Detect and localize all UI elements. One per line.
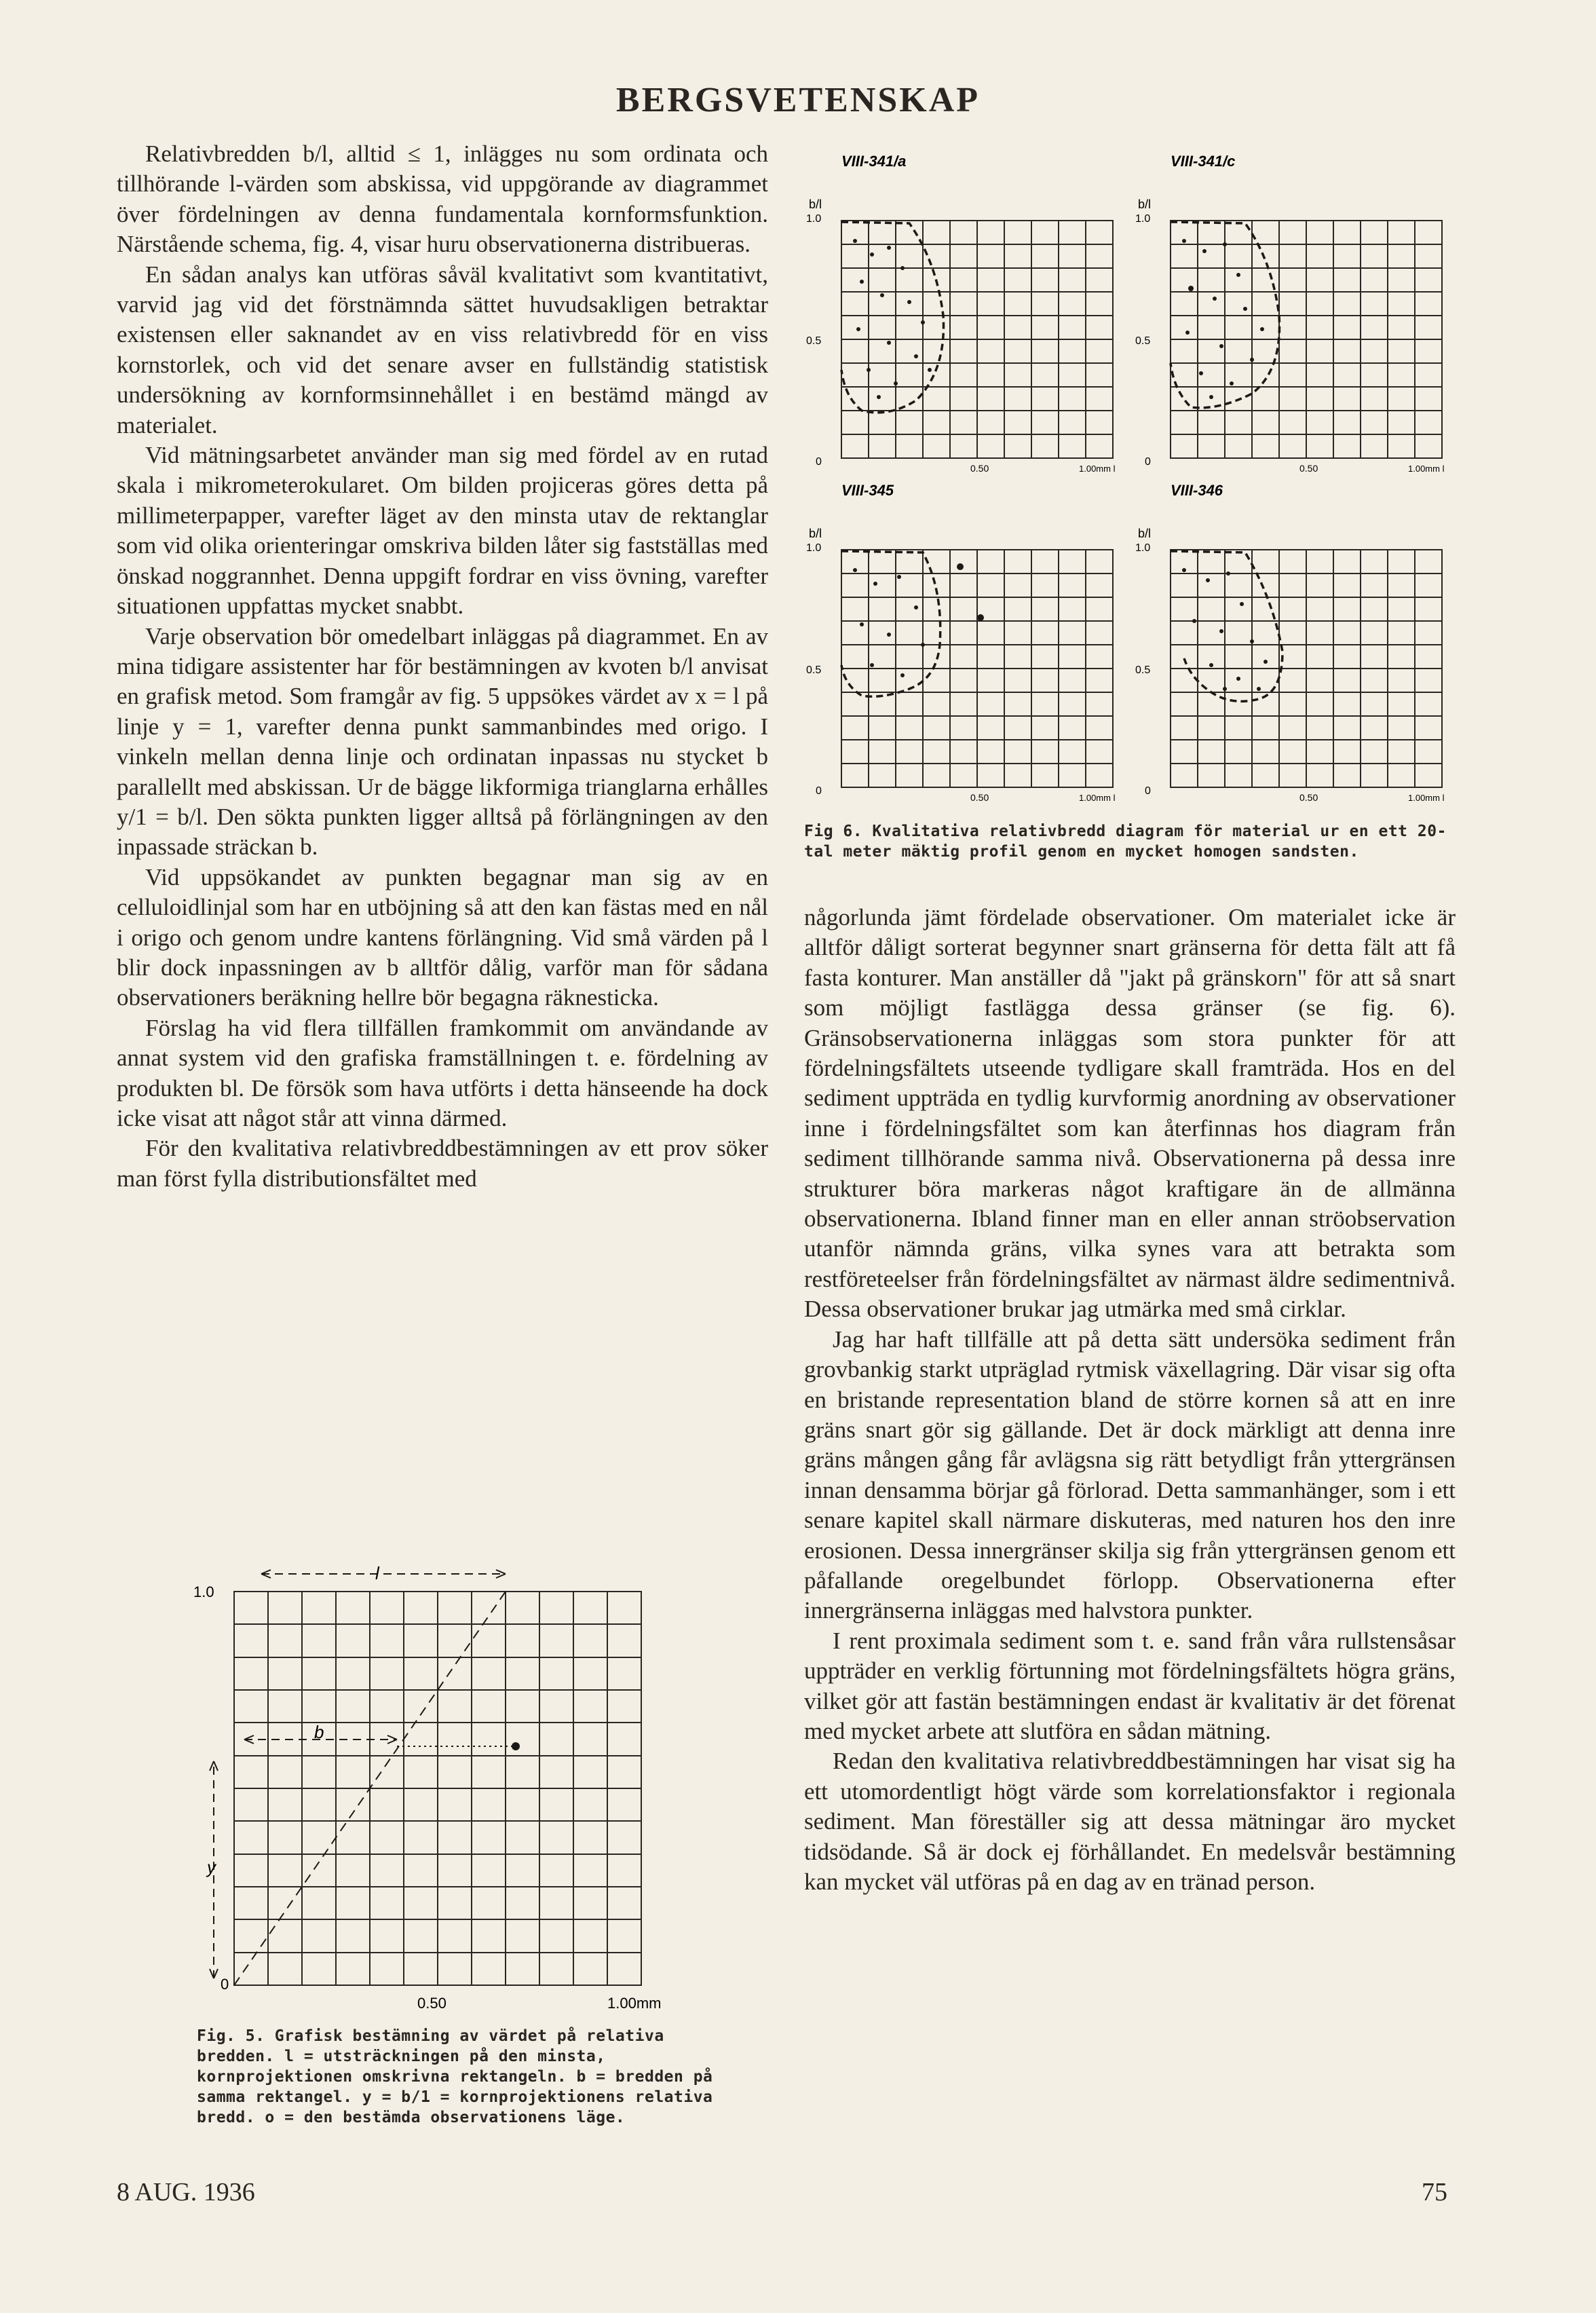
fig5-y-tick-top: 1.0 xyxy=(193,1583,214,1600)
fig5-origin-label: 0 xyxy=(221,1976,229,1993)
fig6-y-tick-top: 1.0 xyxy=(806,542,822,554)
fig6-origin-label: 0 xyxy=(816,785,822,797)
right-column xyxy=(804,903,1456,1897)
paragraph: En sådan analys kan utföras såväl kvalitativt som kvantitativt, varvid jag vid det förstnämnda sättet huvudsakligen betraktar existensen eller saknandet av en viss relativbredd för en viss kornstorlek, och vid det senare avser en fullständig statistisk undersökning av kornformsinnehållet i en bestämd mängd av materialet. xyxy=(117,261,768,438)
fig6-y-axis-label: b/l xyxy=(809,527,822,540)
fig6-y-tick-mid: 0.5 xyxy=(1135,664,1151,676)
fig6-y-tick-mid: 0.5 xyxy=(806,335,822,347)
fig6-x-tick-mid: 0.50 xyxy=(970,792,989,803)
fig6-panel-label: VIII-341/a xyxy=(841,153,907,170)
footer-date: 8 AUG. 1936 xyxy=(117,2178,255,2206)
fig6-y-axis-label: b/l xyxy=(809,198,822,211)
fig6-panel-label: VIII-345 xyxy=(841,482,894,499)
paragraph: För den kvalitativa relativbreddbestämningen av ett prov söker man först fylla distributionsfältet med xyxy=(117,1135,768,1192)
fig5-l-label: l xyxy=(375,1563,379,1583)
paragraph: Redan den kvalitativa relativbreddbestämningen har visat sig ha ett utomordentligt högt värde som korrelationsfaktor i regionala sediment. Man föreställer sig att dessa mätningar äro mycket tidsödande. Så är dock ej förhållandet. En medelsvår bestämning kan mycket väl utföras på en dag av en tränad person. xyxy=(804,1748,1456,1895)
paragraph: Vid mätningsarbetet använder man sig med fördel av en rutad skala i mikrometerokularet. Om bilden projiceras göres detta på millimeterpapper, varefter läget av den minsta utav de rektanglar som vid olika orienteringar omskriva bilden låter sig fastställas med önskad noggrannhet. Denna uppgift fordrar en viss övning, varefter situationen uppfattas mycket snabbt. xyxy=(117,442,768,620)
fig6-origin-label: 0 xyxy=(1145,456,1151,468)
fig6-x-tick-mid: 0.50 xyxy=(1299,463,1318,474)
fig6-x-tick-mid: 0.50 xyxy=(1299,792,1318,803)
paragraph: någorlunda jämt fördelade observationer. Om materialet icke är alltför dåligt sorterat begynner snart gränserna för detta fält att få fasta konturer. Man anställer då "jakt på gränskorn" för att så snart som möjligt fastlägga dessa gränser (se fig. 6). Gränsobservationerna inläggas som stora punkter för att fördelningsfältets utseende tydligare skall framträda. Hos en del sediment uppträda en tydlig kurvformig anordning av observationer inne i fördelningsfältet som kan återfinnas hos diagram från sediment tillhörande samma nivå. Observationerna på dessa inre strukturer böra markeras något kraftigare än de allmänna observationerna. Ibland finner man en eller annan ströobservation utanför nämnda gräns, vilka synes vara att betrakta som restföreteelser från fördelningsfältet av närmast äldre sedimentnivå. Dessa observationer brukar jag utmärka med små cirklar. xyxy=(804,904,1456,1323)
left-column xyxy=(117,139,768,1194)
fig6-panel-label: VIII-346 xyxy=(1171,482,1223,499)
fig6-y-tick-mid: 0.5 xyxy=(806,664,822,676)
fig6-y-tick-top: 1.0 xyxy=(806,213,822,225)
fig6-y-axis-label: b/l xyxy=(1138,198,1152,211)
fig5-x-tick-mid: 0.50 xyxy=(417,1995,446,2012)
paragraph: Relativbredden b/l, alltid ≤ 1, inlägges nu som ordinata och tillhörande l-värden som abskissa, vid uppgörande av diagrammet över fördelningen av denna fundamentala kornformsfunktion. Närstående schema, fig. 4, visar huru observationerna distribueras. xyxy=(117,140,768,258)
fig5-observation-point xyxy=(512,1742,520,1750)
fig6-y-tick-mid: 0.5 xyxy=(1135,335,1151,347)
paragraph: Förslag ha vid flera tillfällen framkommit om användande av annat system vid den grafiska framställningen t. e. fördelning av produkten bl. De försök som hava utförts i detta hänseende ha dock icke visat att något står att vinna därmed. xyxy=(117,1014,768,1131)
page-header: BERGSVETENSKAP xyxy=(615,81,981,119)
fig6-x-tick-end: 1.00mm l xyxy=(1079,464,1116,474)
fig6-caption: Fig 6. Kvalitativa relativbredd diagram för material ur en ett 20-tal meter mäktig profil genom en mycket homogen sandsten. xyxy=(804,823,1447,861)
fig5-diagram xyxy=(193,1558,709,2019)
fig6-diagrams xyxy=(801,139,1472,818)
fig5-y-label: y xyxy=(207,1857,216,1877)
page-number: 75 xyxy=(1422,2178,1447,2206)
fig6-y-tick-top: 1.0 xyxy=(1135,542,1151,554)
paragraph: Varje observation bör omedelbart inläggas på diagrammet. En av mina tidigare assistenter har för bestämningen av kvoten b/l anvisat en grafisk metod. Som framgår av fig. 5 uppsökes värdet av x = l på linje y = 1, varefter denna punkt sammanbindes med origo. I vinkeln mellan denna linje och ordinatan inpassas nu stycket b parallellt med abskissan. Ur de bägge likformiga trianglarna erhålles y/1 = b/l. Den sökta punkten ligger alltså på förlängningen av den inpassade sträckan b. xyxy=(117,622,768,861)
fig6-x-tick-end: 1.00mm l xyxy=(1408,464,1445,474)
fig6-x-tick-mid: 0.50 xyxy=(970,463,989,474)
fig6-y-tick-top: 1.0 xyxy=(1135,213,1151,225)
fig6-panel-label: VIII-341/c xyxy=(1171,153,1236,170)
fig6-origin-label: 0 xyxy=(1145,785,1151,797)
paragraph: I rent proximala sediment som t. e. sand från våra rullstensåsar uppträder en verklig förtunning mot fördelningsfältets högra gräns, vilket gör att fastän bestämningen endast är kvalitativ är det förenat med mycket arbete att slutföra en sådan mätning. xyxy=(804,1627,1456,1744)
paragraph: Vid uppsökandet av punkten begagnar man sig av en celluloidlinjal som har en utböjning så att den kan fästas med en nål i origo och genom undre kantens förlängning. Vid små värden på l blir dock inpassningen av b alltför dålig, varför man för sådana observationers beräkning hellre bör begagna räknesticka. xyxy=(117,863,768,1011)
paragraph: Jag har haft tillfälle att på detta sätt undersöka sediment från grovbankig starkt utpräglad rytmisk växellagring. Där visar sig ofta en bristande representation bland de större kornen så att en inre gräns snart gör sig gällande. Det är dock märkligt att denna inre gräns mången gång får avlägsna sig rätt betydligt från yttergränsen innan densamma börjar gå förlorad. Detta sammanhänger, som i ett senare kapitel skall närmare diskuteras, med naturen hos den inre erosionen. Dessa innergränser skilja sig från yttergränsen genom ett påfallande oregelbundet förlopp. Observationerna efter innergränserna inläggas med halvstora punkter. xyxy=(804,1325,1456,1624)
fig5-b-label: b xyxy=(314,1722,324,1742)
fig6-x-tick-end: 1.00mm l xyxy=(1079,793,1116,803)
fig6-x-tick-end: 1.00mm l xyxy=(1408,793,1445,803)
fig5-caption: Fig. 5. Grafisk bestämning av värdet på relativa bredden. l = utsträckningen på den minsta, kornprojektionen omskrivna rektangeln. b = bredden på samma rektangel. y = b/1 = kornprojektionens relativa bredd. o = den bestämda observationens läge. xyxy=(197,2027,713,2126)
fig6-origin-label: 0 xyxy=(816,456,822,468)
fig6-y-axis-label: b/l xyxy=(1138,527,1152,540)
fig5-x-tick-end: 1.00mm xyxy=(607,1995,662,2012)
